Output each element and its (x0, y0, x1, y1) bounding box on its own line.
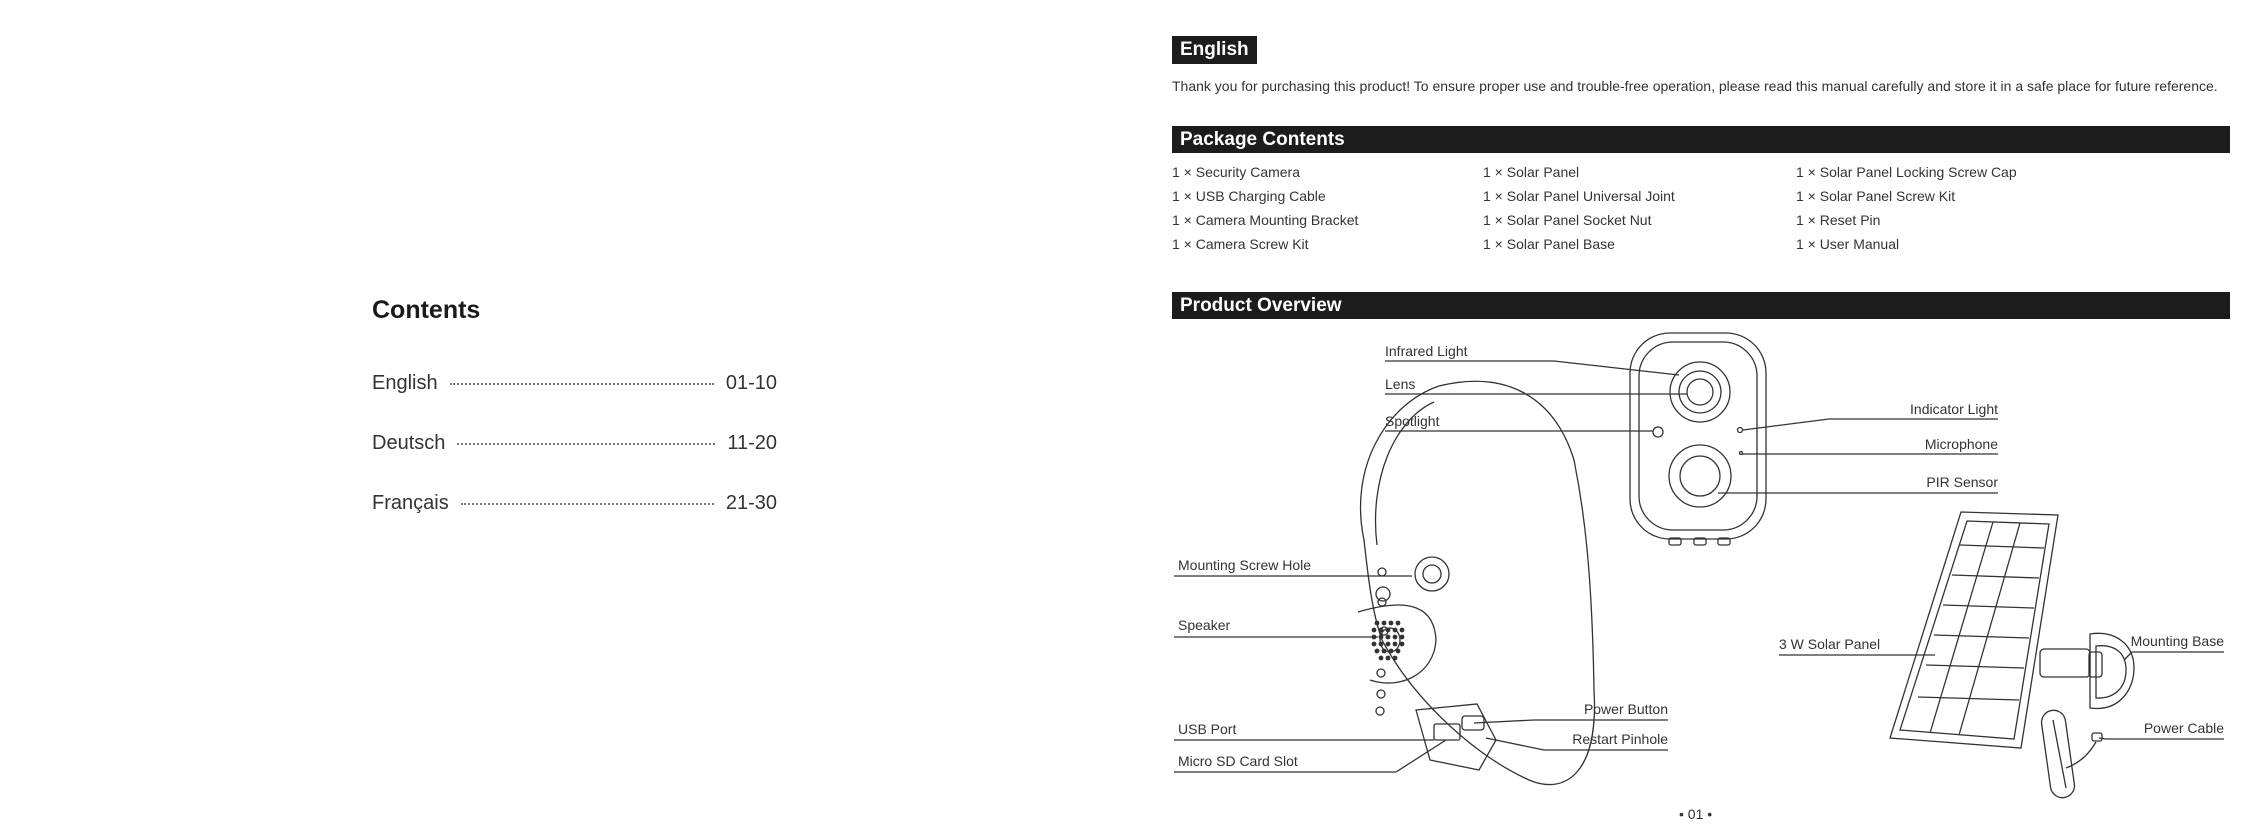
label-restart-pinhole: Restart Pinhole (1572, 731, 1668, 747)
language-tag: English (1172, 36, 1257, 64)
toc-entry-label: Deutsch (372, 432, 446, 454)
list-item: 1 × USB Charging Cable (1172, 188, 1326, 204)
toc-leader-dots (457, 443, 715, 445)
camera-back-illustration (1358, 381, 1594, 784)
label-micro-sd-card-slot: Micro SD Card Slot (1178, 753, 1298, 769)
label-indicator-light: Indicator Light (1910, 401, 1998, 417)
list-item: 1 × Reset Pin (1796, 212, 1881, 228)
label-mounting-base: Mounting Base (2130, 633, 2224, 649)
label-spotlight: Spotlight (1385, 413, 1440, 429)
toc-entry-english[interactable] (372, 372, 777, 395)
label-speaker: Speaker (1178, 617, 1231, 633)
product-overview-diagram (1134, 0, 2268, 831)
toc-entry-pages: 11-20 (727, 432, 777, 454)
contents-title: Contents (372, 296, 481, 324)
label-lens: Lens (1385, 376, 1416, 392)
list-item: 1 × Solar Panel Universal Joint (1483, 188, 1675, 204)
list-item: 1 × Camera Screw Kit (1172, 236, 1309, 252)
list-item: 1 × Solar Panel (1483, 164, 1580, 180)
label-solar-panel: 3 W Solar Panel (1779, 636, 1881, 652)
product-overview-heading: Product Overview (1172, 292, 2230, 319)
label-infrared-light: Infrared Light (1385, 343, 1468, 359)
toc-entry-label: English (372, 372, 438, 394)
toc-entry-francais[interactable] (372, 492, 777, 515)
label-usb-port: USB Port (1178, 721, 1237, 737)
list-item: 1 × Solar Panel Base (1483, 236, 1615, 252)
label-pir-sensor: PIR Sensor (1926, 474, 1998, 490)
list-item: 1 × Solar Panel Socket Nut (1483, 212, 1652, 228)
intro-text: Thank you for purchasing this product! To ensure proper use and trouble-free operation, please read this manual carefully and store it in a safe place for future reference. (1172, 78, 2218, 94)
toc-leader-dots (461, 503, 714, 505)
list-item: 1 × Solar Panel Screw Kit (1796, 188, 1956, 204)
toc-entry-deutsch[interactable] (372, 432, 777, 455)
label-mounting-screw-hole: Mounting Screw Hole (1178, 557, 1312, 573)
camera-front-illustration (1630, 333, 1766, 545)
package-contents-heading: Package Contents (1172, 126, 2230, 153)
toc-entry-label: Français (372, 492, 449, 514)
label-microphone: Microphone (1924, 436, 1998, 452)
list-item: 1 × Solar Panel Locking Screw Cap (1796, 164, 2017, 180)
list-item: 1 × Camera Mounting Bracket (1172, 212, 1359, 228)
manual-page (1134, 0, 2268, 831)
page-number: • 01 • (1679, 806, 1713, 822)
label-power-cable: Power Cable (2143, 720, 2224, 736)
toc-entry-pages: 21-30 (725, 492, 777, 514)
toc-leader-dots (450, 383, 714, 385)
list-item: 1 × Security Camera (1172, 164, 1300, 180)
toc-entry-pages: 01-10 (725, 372, 777, 394)
list-item: 1 × User Manual (1796, 236, 1900, 252)
label-power-button: Power Button (1583, 701, 1668, 717)
